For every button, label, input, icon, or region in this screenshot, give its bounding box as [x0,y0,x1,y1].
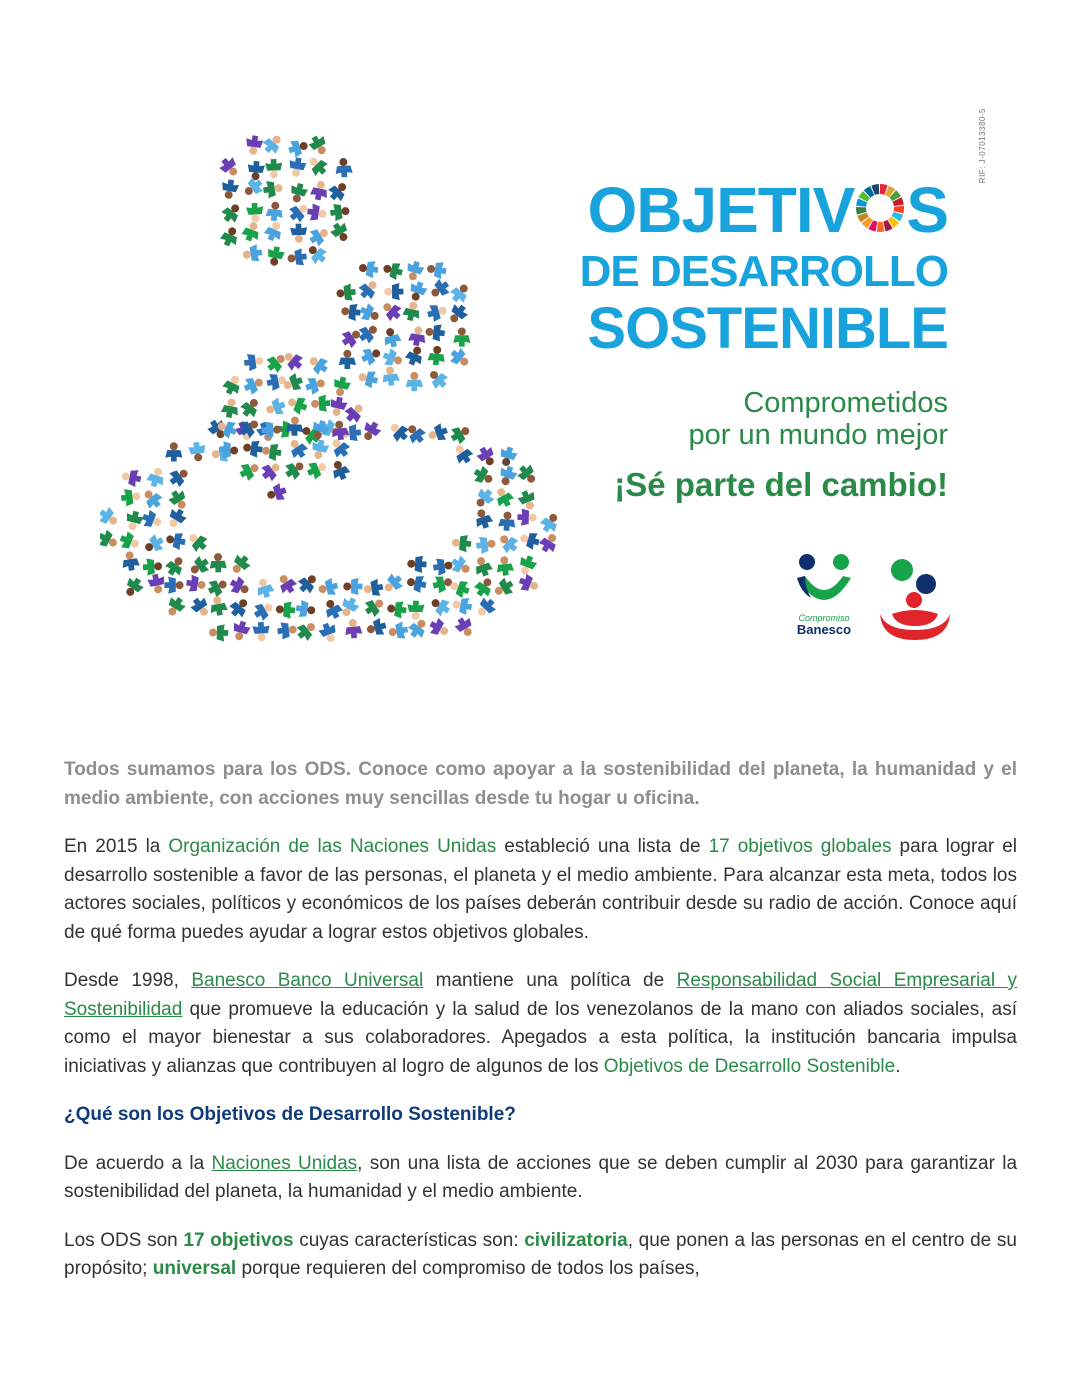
compromiso-banesco-logo [786,552,862,647]
link-onu[interactable]: Organización de las Naciones Unidas [168,836,497,857]
tagline-line-1: Comprometidos [743,387,948,419]
logo-text-big: Banesco [796,622,852,637]
link-ods[interactable]: Objetivos de Desarrollo Sostenible [603,1055,896,1077]
logos [786,552,956,647]
tagline-line-2: por un mundo mejor [688,418,948,451]
link-naciones-unidas[interactable]: Naciones Unidas [211,1152,358,1174]
article-body [64,756,1017,1304]
title-line-3: SOSTENIBLE [587,296,948,361]
sdg-wheel-icon [854,182,906,234]
call-to-action: ¡Sé parte del cambio! [614,465,948,503]
paragraph-definition: De acuerdo a la Naciones Unidas, son una lista de acciones que se deben cumplir al 2030 para garantizar la sostenibilidad del planeta, la humanidad y el medio ambiente. [64,1152,1018,1202]
link-17-objetivos[interactable]: 17 objetivos globales [708,836,892,857]
rse-people-logo [878,556,952,642]
link-banesco[interactable]: Banesco Banco Universal [191,970,424,991]
paragraph-banesco: Desde 1998, Banesco Banco Universal mantiene una política de Responsabilidad Social Empresarial y Sostenibilidad que promueve la educación y la salud de los venezolanos de la mano con aliados sociales, así como el mayor bienestar a sus colaboradores. Apegados a esta política, la institución bancaria impulsa iniciativas y alianzas que contribuyen al logro de algunos de los Objetivos de Desarrollo Sostenible. [64,970,1017,1077]
title-line-2: DE DESARROLLO [579,247,948,296]
title-line-1: OBJETIV S [587,174,948,246]
section-heading: ¿Qué son los Objetivos de Desarrollo Sostenible? [64,1104,516,1125]
people-crowd-illustration [100,110,570,655]
intro-paragraph: Todos sumamos para los ODS. Conoce como apoyar a la sostenibilidad del planeta, la humanidad y el medio ambiente, con acciones muy sencillas desde tu hogar u oficina. [64,759,1017,809]
paragraph-characteristics: Los ODS son 17 objetivos cuyas características son: civilizatoria, que ponen a las personas en el centro de su propósito; universal porque requieren del compromiso de todos los países, [64,1229,1017,1279]
reference-code: RIF: J-07013380-5 [978,108,987,184]
sdg-title [568,174,948,361]
link-rse[interactable]: Responsabilidad Social Empresarial y Sostenibilidad [64,970,1017,1020]
tagline [528,388,948,504]
paragraph-un-goals: En 2015 la Organización de las Naciones Unidas estableció una lista de 17 objetivos globales para lograr el desarrollo sostenible a favor de las personas, el planeta y el medio ambiente. Para alcanzar esta meta, todos los actores sociales, políticos y económicos de los países deberán contribuir desde su radio de acción. Conoce aquí de qué forma puedes ayudar a lograr estos objetivos globales. [64,836,1018,943]
banesco-smile-icon [791,552,857,612]
logo-text-small: Compromiso [798,613,850,623]
